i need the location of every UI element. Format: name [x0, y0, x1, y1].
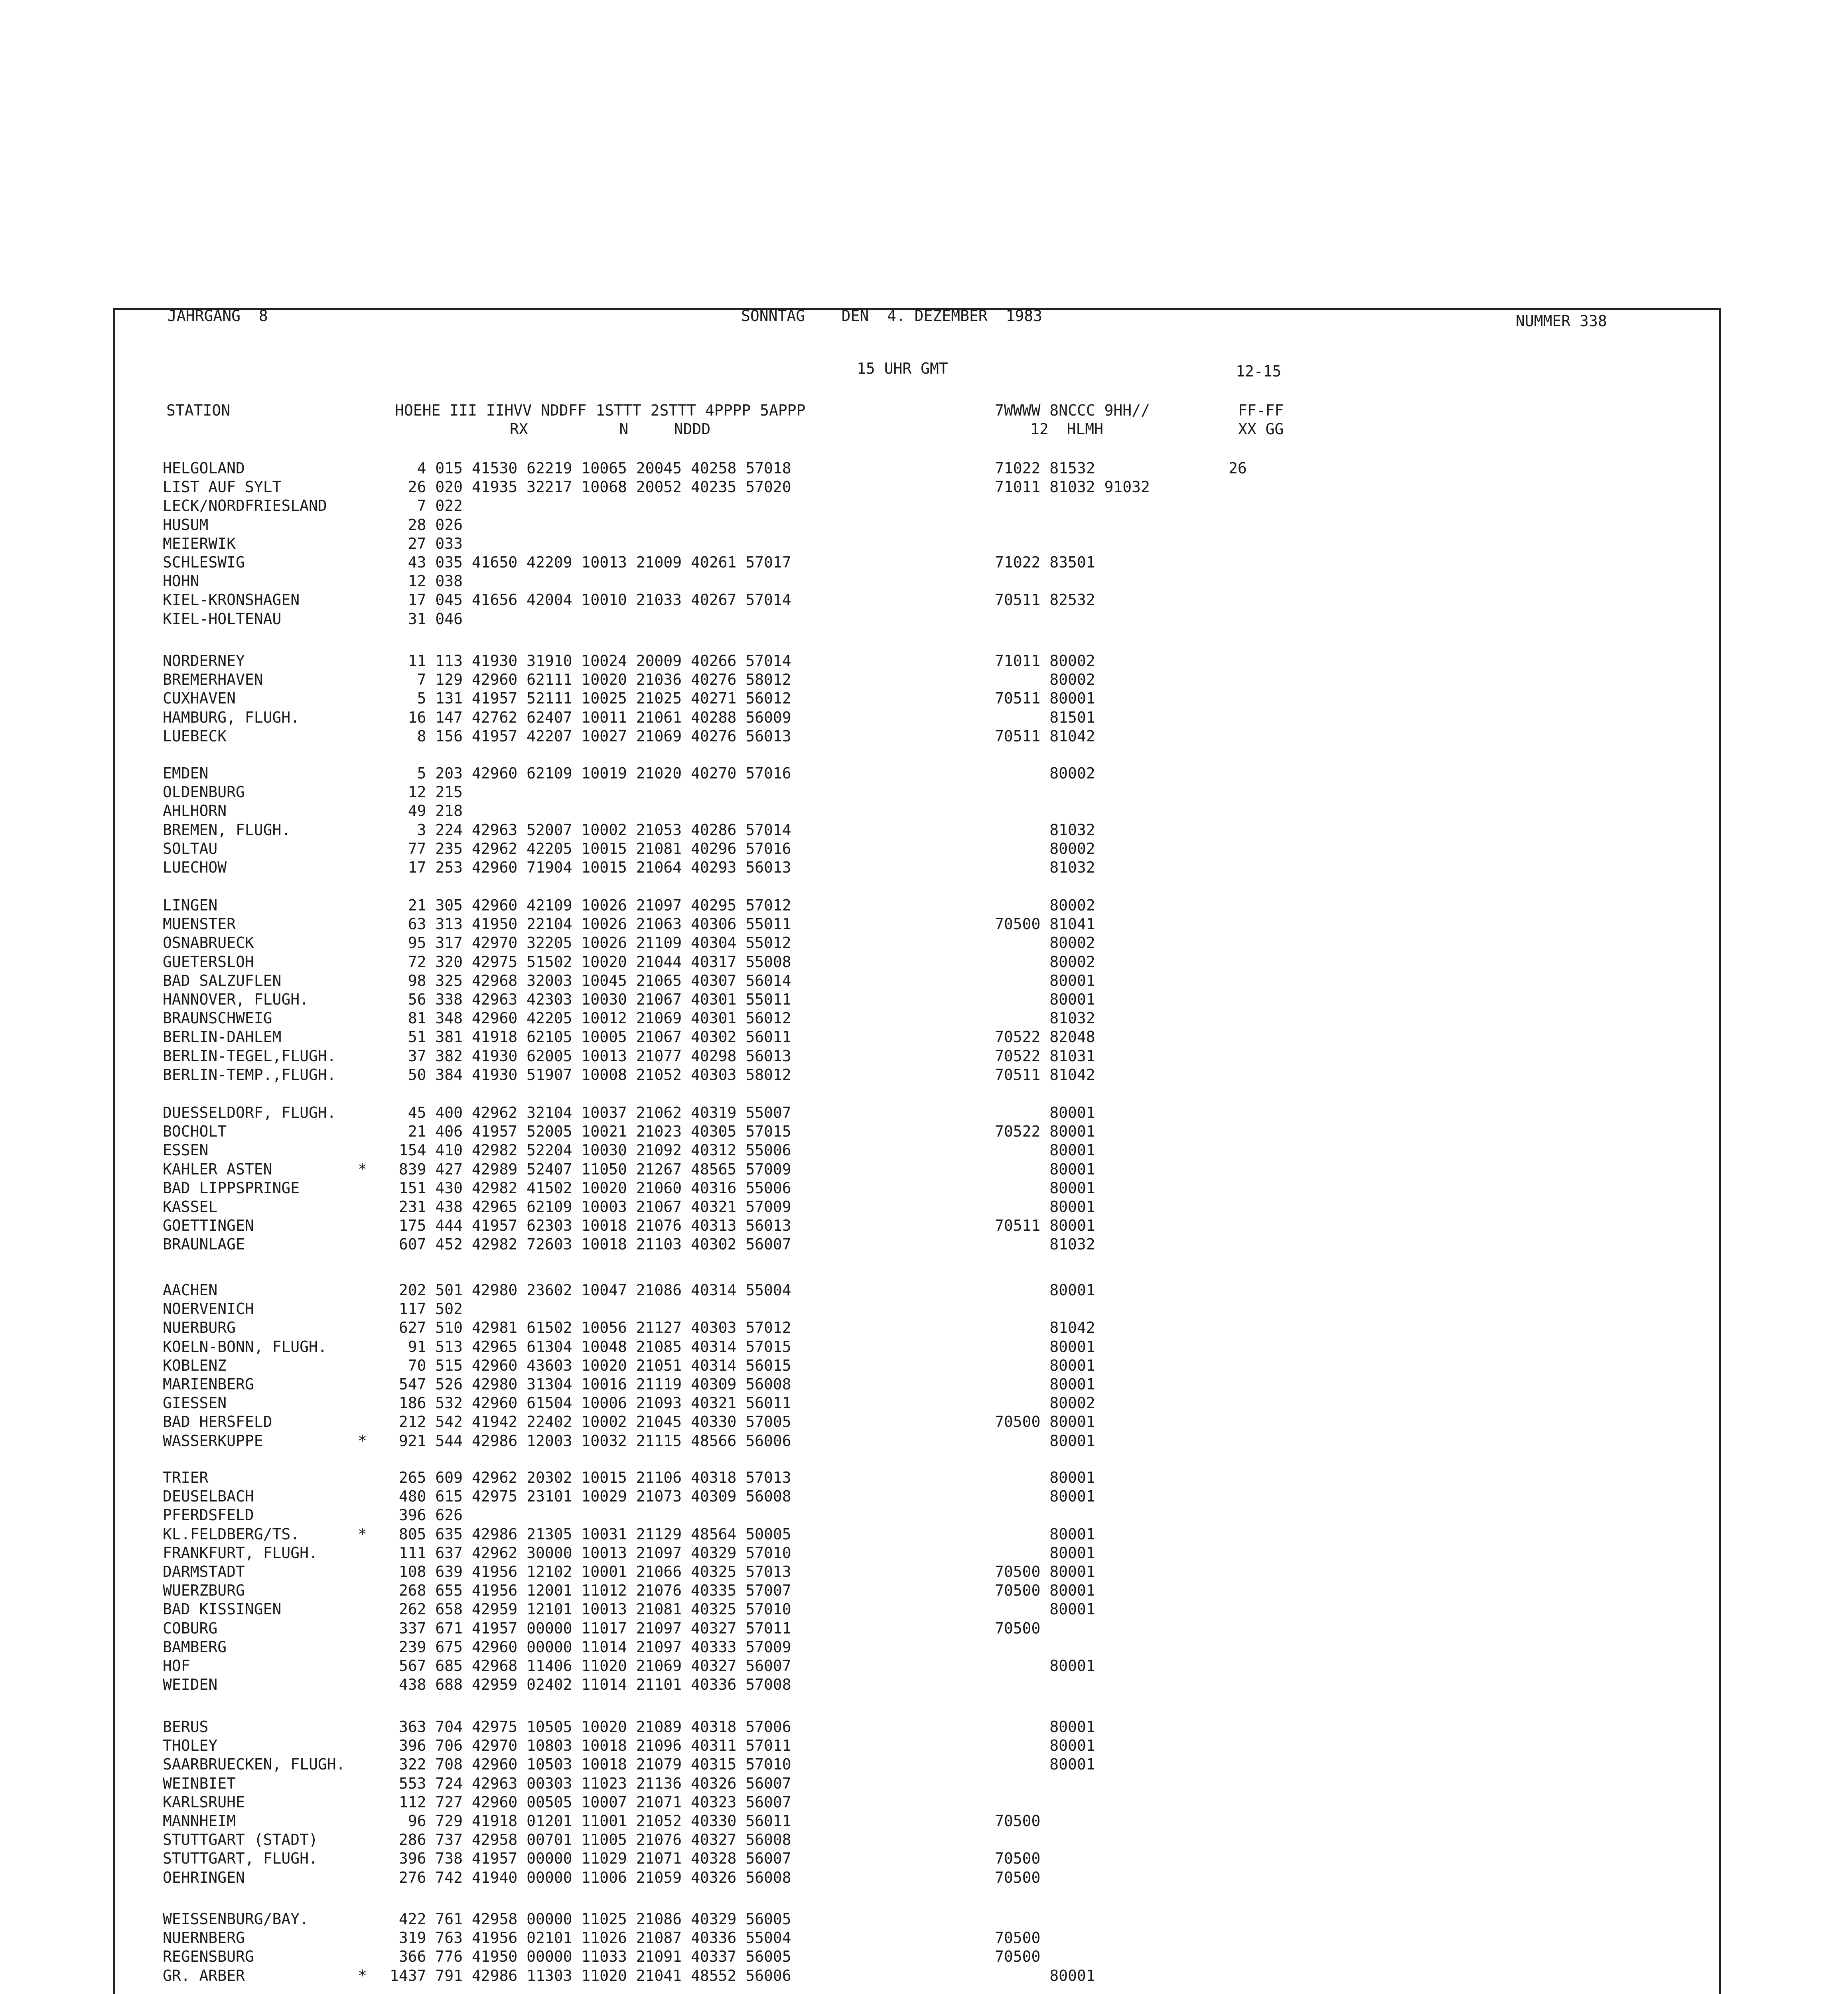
- station-codes-extra: 70522 80001: [995, 1123, 1095, 1140]
- station-codes-extra: 80002: [995, 840, 1095, 857]
- station-name: BRAUNSCHWEIG: [163, 1009, 272, 1027]
- station-codes: 422 761 42958 00000 11025 21086 40329 56005: [390, 1910, 791, 1928]
- station-codes: 21 406 41957 52005 10021 21023 40305 57015: [390, 1123, 791, 1140]
- mountain-station-marker: *: [358, 1525, 367, 1543]
- station-name: AACHEN: [163, 1281, 218, 1299]
- station-name: KOELN-BONN, FLUGH.: [163, 1338, 327, 1356]
- station-codes: 567 685 42968 11406 11020 21069 40327 56007: [390, 1657, 791, 1675]
- station-name: THOLEY: [163, 1737, 218, 1754]
- station-name: MANNHEIM: [163, 1812, 236, 1830]
- station-name: GUETERSLOH: [163, 953, 254, 971]
- station-name: ESSEN: [163, 1141, 209, 1159]
- station-name: KL.FELDBERG/TS.: [163, 1525, 300, 1543]
- station-codes-extra: 81042: [995, 1319, 1095, 1336]
- station-codes: 77 235 42962 42205 10015 21081 40296 57016: [390, 840, 791, 857]
- station-codes-extra: 81501: [995, 709, 1095, 726]
- station-codes-extra: 71011 81032 91032: [995, 478, 1150, 496]
- station-name: HAMBURG, FLUGH.: [163, 709, 300, 726]
- station-codes: 276 742 41940 00000 11006 21059 40326 56008: [390, 1869, 791, 1886]
- station-codes: 26 020 41935 32217 10068 20052 40235 57020: [390, 478, 791, 496]
- station-codes-extra: 70500 80001: [995, 1563, 1095, 1580]
- station-name: BAD SALZUFLEN: [163, 972, 282, 989]
- station-codes-extra: 80001: [995, 1525, 1095, 1543]
- station-codes: 438 688 42959 02402 11014 21101 40336 57008: [390, 1676, 791, 1693]
- station-name: WEINBIET: [163, 1775, 236, 1792]
- station-codes-extra: 80001: [995, 1198, 1095, 1216]
- station-wind-gust: 26: [1229, 459, 1247, 477]
- station-name: LINGEN: [163, 897, 218, 914]
- station-name: BOCHOLT: [163, 1123, 227, 1140]
- station-name: WUERZBURG: [163, 1582, 245, 1599]
- station-codes-extra: 80002: [995, 934, 1095, 952]
- station-codes: 43 035 41650 42209 10013 21009 40261 57017: [390, 554, 791, 571]
- station-codes: 322 708 42960 10503 10018 21079 40315 57010: [390, 1756, 791, 1773]
- station-name: LIST AUF SYLT: [163, 478, 282, 496]
- station-name: BREMERHAVEN: [163, 671, 263, 688]
- station-codes: 37 382 41930 62005 10013 21077 40298 56013: [390, 1047, 791, 1065]
- station-name: MEIERWIK: [163, 535, 236, 552]
- station-codes: 212 542 41942 22402 10002 21045 40330 57005: [390, 1413, 791, 1430]
- station-name: OEHRINGEN: [163, 1869, 245, 1886]
- station-name: HOHN: [163, 572, 199, 590]
- station-name: BERLIN-DAHLEM: [163, 1028, 282, 1046]
- station-codes: 154 410 42982 52204 10030 21092 40312 55006: [390, 1141, 791, 1159]
- station-name: BERLIN-TEGEL,FLUGH.: [163, 1047, 336, 1065]
- station-codes: 921 544 42986 12003 10032 21115 48566 56006: [390, 1432, 791, 1450]
- station-codes-extra: 80001: [995, 1141, 1095, 1159]
- station-codes-extra: 80001: [995, 1544, 1095, 1562]
- station-codes: 627 510 42981 61502 10056 21127 40303 57012: [390, 1319, 791, 1336]
- station-name: BREMEN, FLUGH.: [163, 821, 291, 839]
- station-name: KOBLENZ: [163, 1357, 227, 1374]
- station-codes-extra: 71022 83501: [995, 554, 1095, 571]
- station-codes: 27 033: [390, 535, 463, 552]
- station-codes-extra: 80001: [995, 1469, 1095, 1486]
- station-name: LUECHOW: [163, 859, 227, 876]
- station-name: EMDEN: [163, 764, 209, 782]
- station-name: STUTTGART, FLUGH.: [163, 1850, 318, 1867]
- station-codes-extra: 80001: [995, 991, 1095, 1008]
- date-line: SONNTAG DEN 4. DEZEMBER 1983: [741, 307, 1042, 325]
- station-codes-extra: 70511 80001: [995, 1217, 1095, 1234]
- station-codes-extra: 80002: [995, 671, 1095, 688]
- station-codes: 239 675 42960 00000 11014 21097 40333 57009: [390, 1638, 791, 1656]
- station-codes-extra: 80001: [995, 1432, 1095, 1450]
- station-name: HELGOLAND: [163, 459, 245, 477]
- station-name: SAARBRUECKEN, FLUGH.: [163, 1756, 345, 1773]
- station-codes: 286 737 42958 00701 11005 21076 40327 56008: [390, 1831, 791, 1848]
- station-name: FRANKFURT, FLUGH.: [163, 1544, 318, 1562]
- station-codes: 839 427 42989 52407 11050 21267 48565 57009: [390, 1161, 791, 1178]
- station-codes-extra: 80001: [995, 972, 1095, 989]
- station-name: LUEBECK: [163, 727, 227, 745]
- station-codes: 265 609 42962 20302 10015 21106 40318 57013: [390, 1469, 791, 1486]
- station-codes: 4 015 41530 62219 10065 20045 40258 57018: [390, 459, 791, 477]
- ff-header-2: XX GG: [1238, 420, 1284, 438]
- station-codes-extra: 81032: [995, 859, 1095, 876]
- station-codes-extra: 70500 80001: [995, 1413, 1095, 1430]
- station-codes: 3 224 42963 52007 10002 21053 40286 57014: [390, 821, 791, 839]
- station-codes-extra: 80002: [995, 764, 1095, 782]
- station-codes: 319 763 41956 02101 11026 21087 40336 55004: [390, 1929, 791, 1947]
- station-codes-extra: 70522 82048: [995, 1028, 1095, 1046]
- mountain-station-marker: *: [358, 1967, 367, 1984]
- station-codes: 12 038: [390, 572, 463, 590]
- station-codes: 108 639 41956 12102 10001 21066 40325 57013: [390, 1563, 791, 1580]
- station-name: SOLTAU: [163, 840, 218, 857]
- station-codes: 21 305 42960 42109 10026 21097 40295 57012: [390, 897, 791, 914]
- station-codes: 262 658 42959 12101 10013 21081 40325 57010: [390, 1600, 791, 1618]
- station-codes-extra: 81032: [995, 1235, 1095, 1253]
- station-name: BAD KISSINGEN: [163, 1600, 282, 1618]
- station-codes: 1437 791 42986 11303 11020 21041 48552 56006: [390, 1967, 791, 1984]
- station-codes-extra: 80002: [995, 1394, 1095, 1412]
- station-codes: 553 724 42963 00303 11023 21136 40326 56007: [390, 1775, 791, 1792]
- station-codes: 17 253 42960 71904 10015 21064 40293 56013: [390, 859, 791, 876]
- station-codes: 268 655 41956 12001 11012 21076 40335 57007: [390, 1582, 791, 1599]
- station-codes-extra: 70511 81042: [995, 727, 1095, 745]
- station-codes: 112 727 42960 00505 10007 21071 40323 56007: [390, 1793, 791, 1811]
- station-name: BAD HERSFELD: [163, 1413, 272, 1430]
- station-name: LECK/NORDFRIESLAND: [163, 497, 327, 514]
- station-name: GIESSEN: [163, 1394, 227, 1412]
- station-codes-extra: 80002: [995, 953, 1095, 971]
- station-name: COBURG: [163, 1620, 218, 1637]
- station-codes: 111 637 42962 30000 10013 21097 40329 57010: [390, 1544, 791, 1562]
- station-codes: 12 215: [390, 783, 463, 801]
- station-codes-extra: 71011 80002: [995, 652, 1095, 670]
- station-codes: 366 776 41950 00000 11033 21091 40337 56005: [390, 1948, 791, 1965]
- code-header-1b: 7WWWW 8NCCC 9HH//: [995, 402, 1150, 419]
- station-codes: 49 218: [390, 802, 463, 820]
- station-codes-extra: 80001: [995, 1657, 1095, 1675]
- station-codes: 63 313 41950 22104 10026 21063 40306 55011: [390, 915, 791, 933]
- station-codes: 231 438 42965 62109 10003 21067 40321 57009: [390, 1198, 791, 1216]
- station-codes-extra: 80001: [995, 1967, 1095, 1984]
- station-name: BAD LIPPSPRINGE: [163, 1179, 300, 1197]
- station-codes: 50 384 41930 51907 10008 21052 40303 58012: [390, 1066, 791, 1084]
- station-name: NOERVENICH: [163, 1300, 254, 1318]
- station-codes: 7 129 42960 62111 10020 21036 40276 58012: [390, 671, 791, 688]
- station-header: STATION: [166, 402, 231, 419]
- station-codes: 70 515 42960 43603 10020 21051 40314 56015: [390, 1357, 791, 1374]
- station-name: PFERDSFELD: [163, 1506, 254, 1524]
- station-codes: 98 325 42968 32003 10045 21065 40307 56014: [390, 972, 791, 989]
- station-codes-extra: 80001: [995, 1104, 1095, 1121]
- station-codes: 175 444 41957 62303 10018 21076 40313 56013: [390, 1217, 791, 1234]
- station-name: DEUSELBACH: [163, 1488, 254, 1505]
- station-codes-extra: 80001: [995, 1737, 1095, 1754]
- station-codes-extra: 80001: [995, 1488, 1095, 1505]
- station-codes: 72 320 42975 51502 10020 21044 40317 55008: [390, 953, 791, 971]
- jahrgang: JAHRGANG 8: [168, 307, 268, 325]
- station-codes: 363 704 42975 10505 10020 21089 40318 57006: [390, 1718, 791, 1736]
- station-name: OLDENBURG: [163, 783, 245, 801]
- station-codes: 8 156 41957 42207 10027 21069 40276 56013: [390, 727, 791, 745]
- station-codes: 480 615 42975 23101 10029 21073 40309 56008: [390, 1488, 791, 1505]
- code-header-2: RX N NDDD: [510, 420, 711, 438]
- mountain-station-marker: *: [358, 1161, 367, 1178]
- station-name: WEIDEN: [163, 1676, 218, 1693]
- code-header-2b: 12 HLMH: [1030, 420, 1104, 438]
- station-codes: 607 452 42982 72603 10018 21103 40302 56007: [390, 1235, 791, 1253]
- station-codes-extra: 81032: [995, 1009, 1095, 1027]
- observation-time: 15 UHR GMT: [857, 360, 948, 377]
- station-name: WEISSENBURG/BAY.: [163, 1910, 309, 1928]
- station-codes: 51 381 41918 62105 10005 21067 40302 56011: [390, 1028, 791, 1046]
- station-codes-extra: 70500: [995, 1812, 1041, 1830]
- station-name: MUENSTER: [163, 915, 236, 933]
- station-codes: 5 203 42960 62109 10019 21020 40270 57016: [390, 764, 791, 782]
- station-name: DARMSTADT: [163, 1563, 245, 1580]
- station-codes-extra: 70500: [995, 1620, 1041, 1637]
- station-codes-extra: 80001: [995, 1600, 1095, 1618]
- station-codes-extra: 70500: [995, 1869, 1041, 1886]
- station-codes-extra: 80001: [995, 1338, 1095, 1356]
- station-name: GR. ARBER: [163, 1967, 245, 1984]
- station-codes: 805 635 42986 21305 10031 21129 48564 50005: [390, 1525, 791, 1543]
- station-codes: 56 338 42963 42303 10030 21067 40301 55011: [390, 991, 791, 1008]
- station-codes: 186 532 42960 61504 10006 21093 40321 56011: [390, 1394, 791, 1412]
- station-name: BRAUNLAGE: [163, 1235, 245, 1253]
- station-codes: 17 045 41656 42004 10010 21033 40267 57014: [390, 591, 791, 609]
- station-name: HOF: [163, 1657, 190, 1675]
- station-codes: 396 706 42970 10803 10018 21096 40311 57011: [390, 1737, 791, 1754]
- station-codes: 337 671 41957 00000 11017 21097 40327 57011: [390, 1620, 791, 1637]
- station-name: STUTTGART (STADT): [163, 1831, 318, 1848]
- station-codes: 95 317 42970 32205 10026 21109 40304 55012: [390, 934, 791, 952]
- station-codes-extra: 80001: [995, 1179, 1095, 1197]
- station-codes: 117 502: [390, 1300, 463, 1318]
- station-codes: 45 400 42962 32104 10037 21062 40319 55007: [390, 1104, 791, 1121]
- station-codes-extra: 70500: [995, 1948, 1041, 1965]
- station-codes-extra: 70511 80001: [995, 690, 1095, 707]
- station-codes: 5 131 41957 52111 10025 21025 40271 56012: [390, 690, 791, 707]
- station-name: AHLHORN: [163, 802, 227, 820]
- station-name: HUSUM: [163, 516, 209, 534]
- station-name: KARLSRUHE: [163, 1793, 245, 1811]
- station-name: BERLIN-TEMP.,FLUGH.: [163, 1066, 336, 1084]
- station-name: MARIENBERG: [163, 1375, 254, 1393]
- station-codes-extra: 80001: [995, 1357, 1095, 1374]
- station-codes-extra: 71022 81532: [995, 459, 1095, 477]
- station-name: KAHLER ASTEN: [163, 1161, 272, 1178]
- station-codes: 28 026: [390, 516, 463, 534]
- station-codes-extra: 70522 81031: [995, 1047, 1095, 1065]
- station-codes-extra: 70500: [995, 1929, 1041, 1947]
- station-name: NUERNBERG: [163, 1929, 245, 1947]
- station-name: KASSEL: [163, 1198, 218, 1216]
- station-codes: 16 147 42762 62407 10011 21061 40288 56009: [390, 709, 791, 726]
- station-codes: 396 738 41957 00000 11029 21071 40328 56007: [390, 1850, 791, 1867]
- station-codes: 31 046: [390, 610, 463, 628]
- station-name: REGENSBURG: [163, 1948, 254, 1965]
- time-window: 12-15: [1236, 363, 1282, 380]
- station-name: GOETTINGEN: [163, 1217, 254, 1234]
- station-codes-extra: 81032: [995, 821, 1095, 839]
- station-codes-extra: 80001: [995, 1281, 1095, 1299]
- station-codes-extra: 80001: [995, 1375, 1095, 1393]
- station-name: OSNABRUECK: [163, 934, 254, 952]
- station-codes-extra: 70500 81041: [995, 915, 1095, 933]
- station-codes-extra: 70511 82532: [995, 591, 1095, 609]
- station-name: BERUS: [163, 1718, 209, 1736]
- station-name: NUERBURG: [163, 1319, 236, 1336]
- station-codes-extra: 80001: [995, 1756, 1095, 1773]
- station-codes: 11 113 41930 31910 10024 20009 40266 57014: [390, 652, 791, 670]
- code-header-1: HOEHE III IIHVV NDDFF 1STTT 2STTT 4PPPP 5APPP: [395, 402, 806, 419]
- station-codes: 547 526 42980 31304 10016 21119 40309 56008: [390, 1375, 791, 1393]
- station-codes-extra: 80001: [995, 1161, 1095, 1178]
- station-codes-extra: 70500: [995, 1850, 1041, 1867]
- mountain-station-marker: *: [358, 1432, 367, 1450]
- station-codes: 151 430 42982 41502 10020 21060 40316 55006: [390, 1179, 791, 1197]
- station-name: TRIER: [163, 1469, 209, 1486]
- station-codes: 91 513 42965 61304 10048 21085 40314 57015: [390, 1338, 791, 1356]
- station-codes-extra: 80002: [995, 897, 1095, 914]
- report-frame: [113, 308, 1721, 1994]
- station-name: CUXHAVEN: [163, 690, 236, 707]
- station-name: KIEL-HOLTENAU: [163, 610, 282, 628]
- station-codes-extra: 70511 81042: [995, 1066, 1095, 1084]
- station-name: SCHLESWIG: [163, 554, 245, 571]
- station-codes: 396 626: [390, 1506, 463, 1524]
- station-codes: 81 348 42960 42205 10012 21069 40301 56012: [390, 1009, 791, 1027]
- station-name: DUESSELDORF, FLUGH.: [163, 1104, 336, 1121]
- station-name: HANNOVER, FLUGH.: [163, 991, 309, 1008]
- station-name: NORDERNEY: [163, 652, 245, 670]
- station-codes: 96 729 41918 01201 11001 21052 40330 56011: [390, 1812, 791, 1830]
- station-codes: 202 501 42980 23602 10047 21086 40314 55004: [390, 1281, 791, 1299]
- station-name: WASSERKUPPE: [163, 1432, 263, 1450]
- station-codes: 7 022: [390, 497, 463, 514]
- station-codes-extra: 70500 80001: [995, 1582, 1095, 1599]
- station-name: KIEL-KRONSHAGEN: [163, 591, 300, 609]
- station-name: BAMBERG: [163, 1638, 227, 1656]
- issue-number: NUMMER 338: [1516, 312, 1607, 330]
- ff-header-1: FF-FF: [1238, 402, 1284, 419]
- station-codes-extra: 80001: [995, 1718, 1095, 1736]
